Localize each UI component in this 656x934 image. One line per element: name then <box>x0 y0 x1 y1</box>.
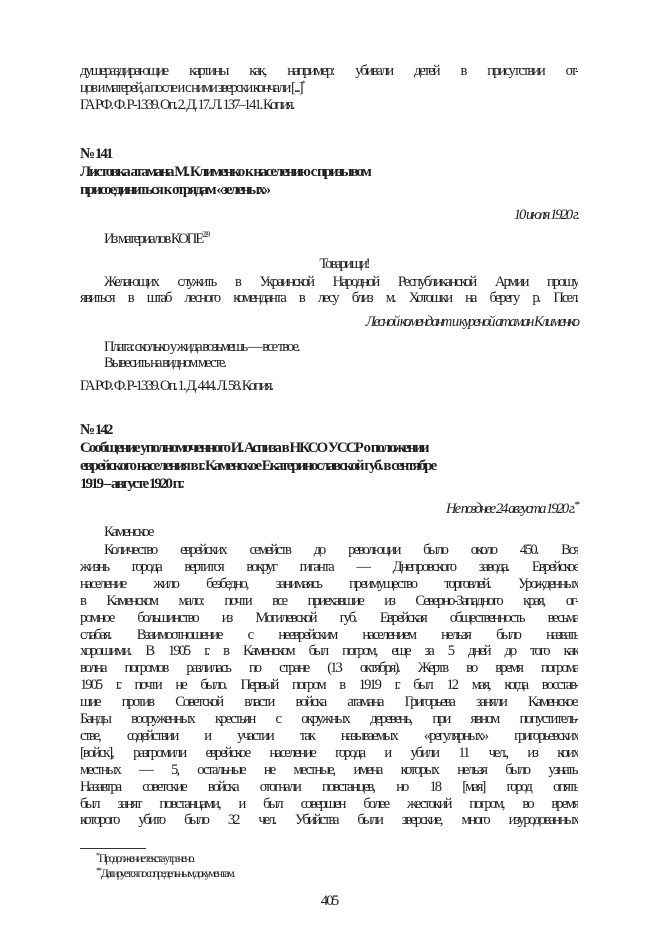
archive-reference: ГА РФ. Ф. Р-1339. Оп. 2. Д. 17. Л. 137–141. Копия. <box>80 97 294 113</box>
document-title: еврейского населения в г. Каменское Екатеринославской губ. в сентябре <box>80 458 436 474</box>
text-line: слабая. Взаимоотношение с нееврейским населением нельзя было назвать <box>80 626 578 643</box>
footnote <box>80 867 594 884</box>
text-line: Количество еврейских семейств до революции было около 450. Вся <box>104 542 578 558</box>
text-line: в Каменском мало: почти все приехавшие из Северно-Западного края, ог- <box>80 592 578 609</box>
footnote-mark: ** <box>574 500 578 509</box>
document-number: № 141 <box>80 146 112 162</box>
text-line: жизнь города вертится вокруг гиганта — Днепровского завода. Еврейское <box>80 558 578 575</box>
archive-reference: ГА РФ. Ф. Р-1339. Оп. 1. Д. 444. Л. 58. Копия. <box>80 378 273 394</box>
document-number: № 142 <box>80 422 112 438</box>
footnote-mark: * <box>96 851 98 860</box>
signature: Лесной комендант и куреной атаман Клименко <box>365 314 578 330</box>
footnote-text: Датируется по сопредельным документам. <box>100 868 234 880</box>
date-text: Не позднее 24 августа 1920 г. <box>446 501 574 517</box>
text-line: явиться в штаб лесного коменданта в лесу близ м. Хотошки на берегу р. Псел. <box>80 290 578 306</box>
text-line: Банды вооруженных крестьян с окружных деревень, при явном попуститель- <box>80 711 578 727</box>
source-text: Из материалов КОПЕ <box>104 231 203 247</box>
document-title: 1919 – августе 1920 гг. <box>80 476 183 492</box>
text-line: Плата: сколько у жида возьмешь — все твое. <box>104 339 299 355</box>
document-date <box>80 501 578 518</box>
text-line: шие против Советской власти войска атамана Григорьева заняли Каменское. <box>80 694 578 711</box>
text-line: душераздирающие картины как, например: убивали детей в присутствии от- <box>80 63 578 79</box>
document-date: 10 июля 1920 г. <box>513 207 578 223</box>
document-source <box>80 231 578 248</box>
greeting: Товарищи! <box>319 256 369 272</box>
place-name: Каменское <box>104 524 153 540</box>
text-line: Вывесить на видном месте. <box>104 355 225 371</box>
text-line: [войск], разгромили еврейское население города и убили 11 чел., из коих <box>80 744 578 761</box>
text-line <box>80 80 578 97</box>
text-line: хорошими. В 1905 г. в Каменском был погром, еще за 5 дней до того как <box>80 643 578 660</box>
text-line: которого убито было 32 чел. Убийства были зверские, много изуродованных <box>80 812 578 829</box>
text-line: ромное большинство из Могилевской губ. Еврейская общественность весьма <box>80 609 578 626</box>
text-line: Назавтра советские войска отогнали повстанцев, но 18 [мая] город опять <box>80 778 578 795</box>
footnote-divider <box>80 848 146 849</box>
text-line: стве, содействии и участии так называемых «регулярных» григорьевских <box>80 727 578 744</box>
footnote-ref: 229 <box>202 230 209 239</box>
footnote-mark: ** <box>96 866 100 875</box>
text-line: был занят повстанцами, и был совершен более жестокий погром, во время <box>80 795 578 812</box>
text-line: местных — 5, остальные не местные, имена которых нельзя было узнать. <box>80 761 578 778</box>
text-line: 1905 г. почти не было. Первый погром в 1919 г. был 12 мая, когда восстав- <box>80 677 578 694</box>
document-title: присоединиться к отрядам «зеленых» <box>80 182 269 198</box>
text-line: Желающих служить в Украинской Народной Республиканской Армии прошу <box>104 274 578 290</box>
document-title: Сообщение уполномоченного И. Аспиза в НКСО УССР о положении <box>80 440 428 456</box>
text-line: население жило безбедно, занимаясь преимущество торговлей. Урожденных <box>80 575 578 592</box>
footnote-mark: * <box>301 79 304 88</box>
page-number: 405 <box>320 893 338 909</box>
document-title: Листовка атамана М. Клименко к населению с призывом <box>80 164 370 180</box>
text-line-content: цов и матерей, а после и с ними зверски кончали [...] <box>80 80 302 96</box>
footnote-text: Продолжение текста утрачено. <box>98 853 194 865</box>
text-line: волна погромов разлилась по стране (13 октября). Жертв во время погрома <box>80 660 578 677</box>
